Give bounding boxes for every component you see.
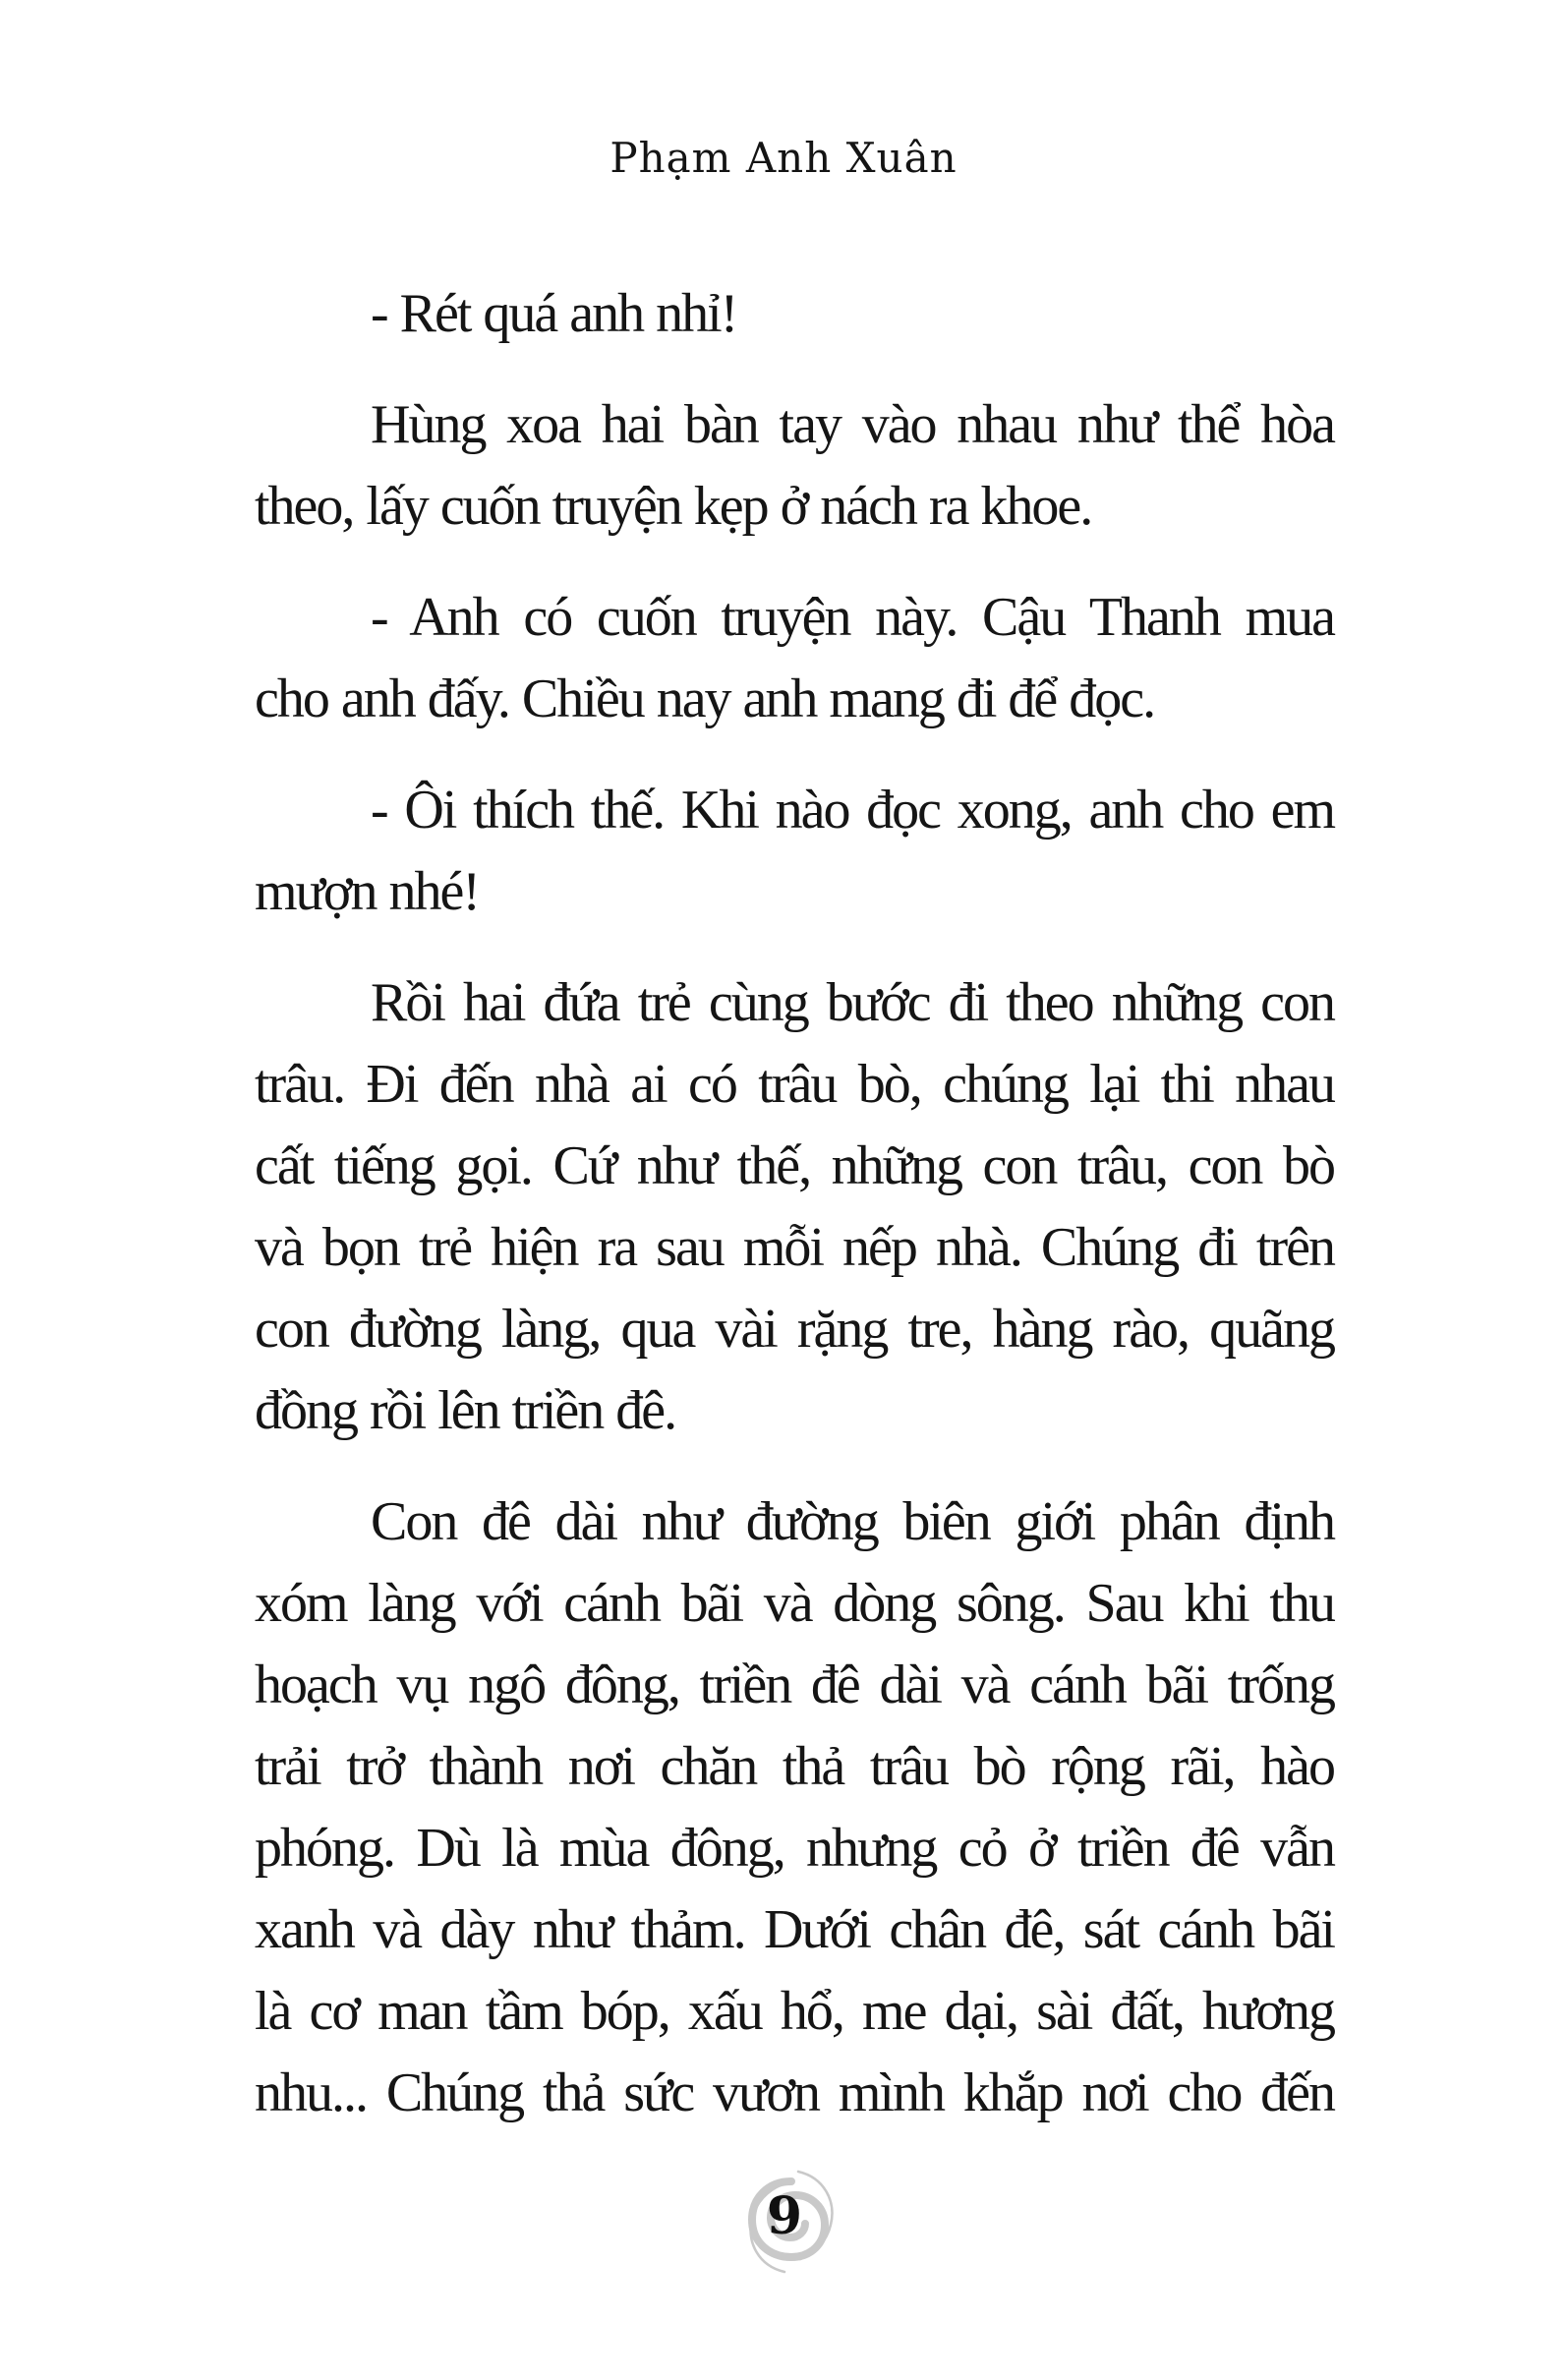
page-number: 9 bbox=[766, 2186, 803, 2246]
text-line: Hùng xoa hai bàn tay vào nhau như thể hòa bbox=[371, 394, 1334, 455]
text-line: - Anh có cuốn truyện này. Cậu Thanh mua bbox=[371, 587, 1334, 648]
text-line: cho anh đấy. Chiều nay anh mang đi để đọc. bbox=[255, 668, 1155, 729]
paragraph bbox=[255, 1481, 1334, 2134]
paragraph bbox=[255, 770, 1334, 933]
text-line: nhu... Chúng thả sức vươn mình khắp nơi cho đến bbox=[255, 2062, 1334, 2123]
text-line: trâu. Đi đến nhà ai có trâu bò, chúng lại thi nhau bbox=[255, 1054, 1334, 1115]
text-line: con đường làng, qua vài rặng tre, hàng rào, quãng bbox=[255, 1299, 1334, 1360]
running-head-author: Phạm Anh Xuân bbox=[609, 134, 958, 182]
text-line: xóm làng với cánh bãi và dòng sông. Sau khi thu bbox=[255, 1573, 1334, 1634]
paragraph bbox=[255, 577, 1334, 740]
text-line: hoạch vụ ngô đông, triền đê dài và cánh bãi trống bbox=[255, 1654, 1334, 1715]
paragraph bbox=[255, 962, 1334, 1452]
text-line: phóng. Dù là mùa đông, nhưng cỏ ở triền đê vẫn bbox=[255, 1818, 1334, 1879]
text-line: cất tiếng gọi. Cứ như thế, những con trâu, con bò bbox=[255, 1135, 1334, 1196]
text-line: và bọn trẻ hiện ra sau mỗi nếp nhà. Chúng đi trên bbox=[255, 1217, 1334, 1278]
paragraph bbox=[255, 384, 1334, 548]
text-line: theo, lấy cuốn truyện kẹp ở nách ra khoe. bbox=[255, 476, 1092, 537]
text-line: là cơ man tầm bóp, xấu hổ, me dại, sài đất, hương bbox=[255, 1981, 1334, 2042]
page-number-ornament bbox=[735, 2166, 847, 2278]
body-text bbox=[255, 273, 1334, 2164]
text-line: Con đê dài như đường biên giới phân định bbox=[371, 1491, 1334, 1552]
text-line: đồng rồi lên triền đê. bbox=[255, 1380, 676, 1441]
text-line: Rồi hai đứa trẻ cùng bước đi theo những con bbox=[371, 972, 1334, 1033]
text-line: mượn nhé! bbox=[255, 861, 480, 922]
text-line: - Rét quá anh nhỉ! bbox=[371, 283, 737, 344]
paragraph bbox=[255, 273, 1334, 355]
text-line: - Ôi thích thế. Khi nào đọc xong, anh cho em bbox=[371, 780, 1334, 841]
text-line: xanh và dày như thảm. Dưới chân đê, sát cánh bãi bbox=[255, 1899, 1334, 1960]
text-line: trải trở thành nơi chăn thả trâu bò rộng rãi, hào bbox=[255, 1736, 1334, 1797]
